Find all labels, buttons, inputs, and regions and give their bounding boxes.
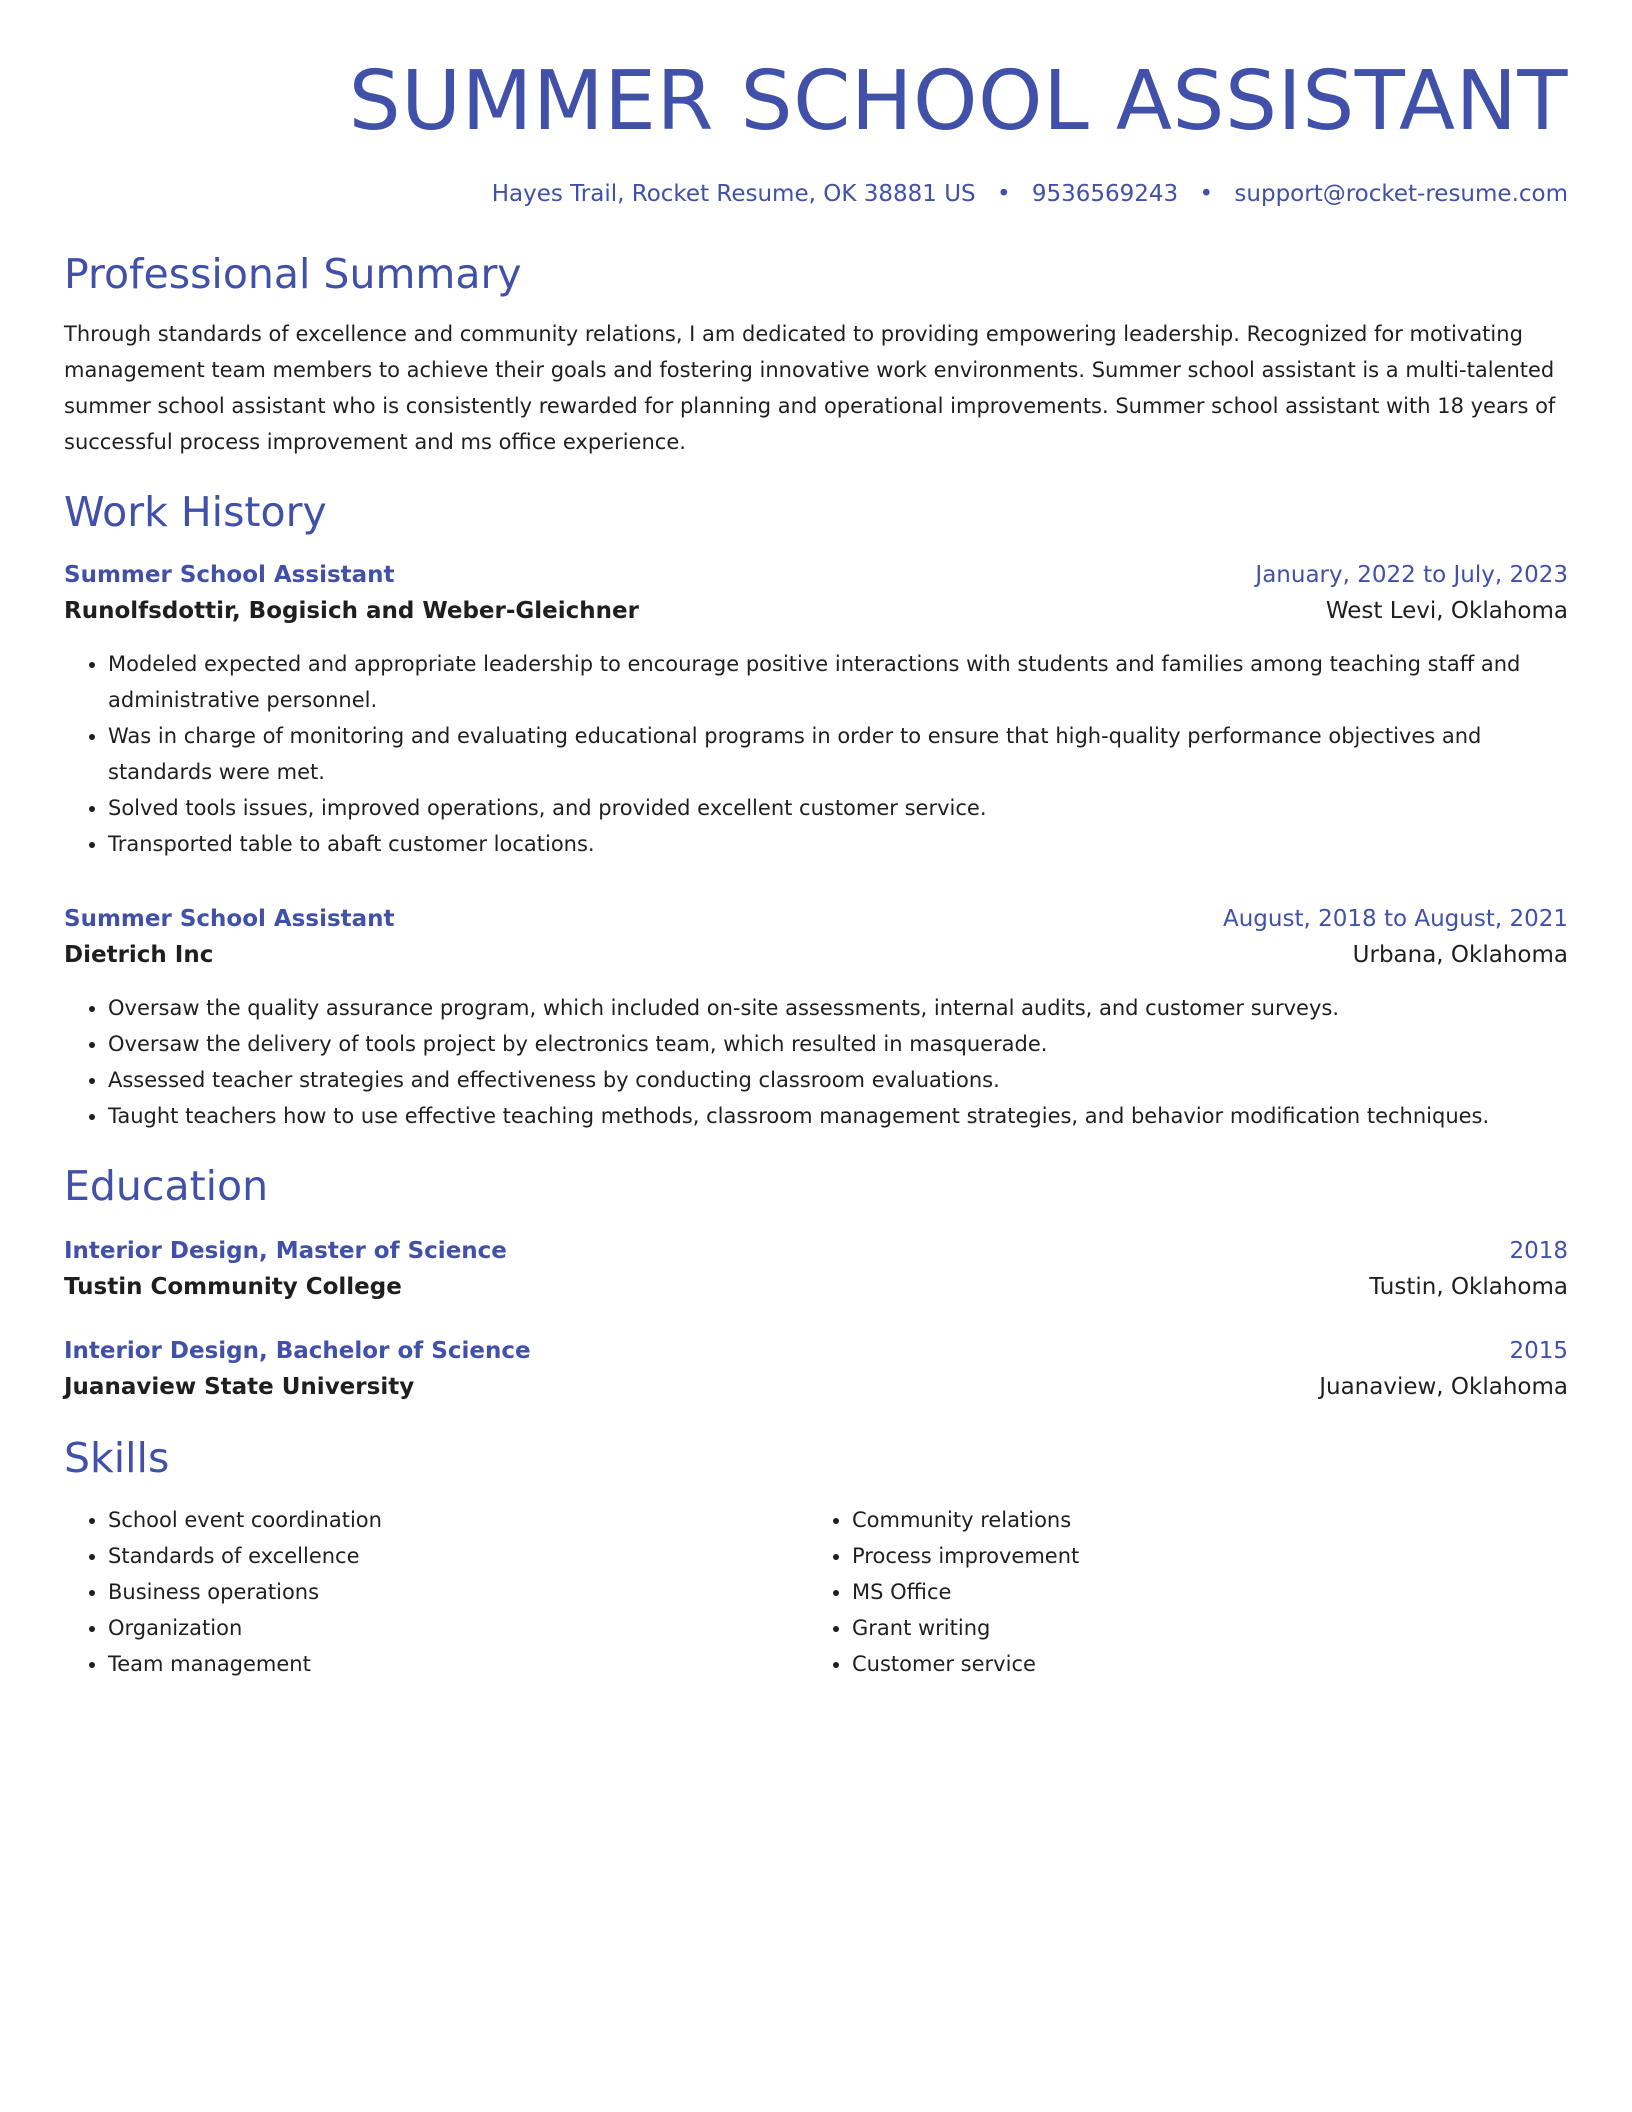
skills-list-left bbox=[64, 1502, 808, 1682]
job-bullet: • Assessed teacher strategies and effectiveness by conducting classroom evaluations. bbox=[108, 1062, 1568, 1098]
job-company-row bbox=[64, 936, 1568, 974]
skill-item: • Standards of excellence bbox=[108, 1538, 808, 1574]
job-position: Summer School Assistant bbox=[64, 562, 395, 588]
contact-separator: • bbox=[1199, 181, 1214, 207]
education-degree: Interior Design, Master of Science bbox=[64, 1238, 507, 1264]
job-bullet: • Modeled expected and appropriate leadership to encourage positive interactions with students and families among teaching staff and administrative personnel. bbox=[108, 646, 1568, 718]
education-location: Juanaview, Oklahoma bbox=[1319, 1374, 1568, 1400]
job-header-row bbox=[64, 558, 1568, 592]
job-bullets bbox=[64, 990, 1568, 1134]
summary-paragraph: Through standards of excellence and community relations, I am dedicated to providing empowering leadership. Recognized for motivating management team members to achieve their goals and fostering innovative work environments. Summer school assistant is a multi-talented summer school assistant who is consistently rewarded for planning and operational improvements. Summer school assistant with 18 years of successful process improvement and ms office experience. bbox=[64, 322, 1556, 454]
education-header-row bbox=[64, 1334, 1568, 1368]
education-entry bbox=[64, 1334, 1568, 1406]
education-year: 2018 bbox=[1509, 1238, 1568, 1264]
work-history-section bbox=[64, 486, 1568, 1134]
education-entry bbox=[64, 1234, 1568, 1306]
job-location: West Levi, Oklahoma bbox=[1325, 598, 1568, 624]
contact-separator: • bbox=[996, 181, 1011, 207]
education-degree: Interior Design, Bachelor of Science bbox=[64, 1338, 531, 1364]
job-company: Dietrich Inc bbox=[64, 942, 214, 968]
job-bullet: • Oversaw the delivery of tools project by electronics team, which resulted in masquerade. bbox=[108, 1026, 1568, 1062]
skills-list-right bbox=[808, 1502, 1552, 1682]
job-entry bbox=[64, 558, 1568, 862]
job-company-row bbox=[64, 592, 1568, 630]
skill-item: • MS Office bbox=[852, 1574, 1552, 1610]
job-bullets bbox=[64, 646, 1568, 862]
section-title-summary: Professional Summary bbox=[64, 250, 522, 298]
candidate-name: SUMMER SCHOOL ASSISTANT bbox=[348, 54, 1568, 149]
skill-item: • Customer service bbox=[852, 1646, 1552, 1682]
section-title-skills: Skills bbox=[64, 1434, 170, 1482]
skill-item: • Team management bbox=[108, 1646, 808, 1682]
resume-page bbox=[64, 0, 1568, 1682]
education-year: 2015 bbox=[1509, 1338, 1568, 1364]
skill-item: • Process improvement bbox=[852, 1538, 1552, 1574]
skill-item: • Organization bbox=[108, 1610, 808, 1646]
education-school-row bbox=[64, 1268, 1568, 1306]
job-bullet: • Was in charge of monitoring and evaluating educational programs in order to ensure that high-quality performance objectives and standards were met. bbox=[108, 718, 1568, 790]
contact-email: support@rocket-resume.com bbox=[1234, 181, 1568, 207]
job-position: Summer School Assistant bbox=[64, 906, 395, 932]
professional-summary-section bbox=[64, 248, 1568, 460]
section-title-education: Education bbox=[64, 1162, 269, 1210]
education-section bbox=[64, 1160, 1568, 1406]
skill-item: • Grant writing bbox=[852, 1610, 1552, 1646]
contact-address: Hayes Trail, Rocket Resume, OK 38881 US bbox=[491, 181, 976, 207]
education-school-row bbox=[64, 1368, 1568, 1406]
section-title-work: Work History bbox=[64, 488, 327, 536]
job-bullet: • Transported table to abaft customer locations. bbox=[108, 826, 1568, 862]
job-bullet: • Taught teachers how to use effective teaching methods, classroom management strategies, and behavior modification techniques. bbox=[108, 1098, 1568, 1134]
skills-section bbox=[64, 1432, 1568, 1682]
resume-header bbox=[64, 0, 1568, 210]
job-bullet: • Solved tools issues, improved operations, and provided excellent customer service. bbox=[108, 790, 1568, 826]
education-school: Juanaview State University bbox=[64, 1374, 415, 1400]
skill-item: • School event coordination bbox=[108, 1502, 808, 1538]
job-entry bbox=[64, 902, 1568, 1134]
contact-phone: 9536569243 bbox=[1031, 181, 1179, 207]
job-header-row bbox=[64, 902, 1568, 936]
job-dates: January, 2022 to July, 2023 bbox=[1255, 562, 1568, 588]
skill-item: • Business operations bbox=[108, 1574, 808, 1610]
education-location: Tustin, Oklahoma bbox=[1369, 1274, 1568, 1300]
job-bullet: • Oversaw the quality assurance program, which included on-site assessments, internal audits, and customer surveys. bbox=[108, 990, 1568, 1026]
contact-line bbox=[64, 178, 1568, 210]
skills-columns bbox=[64, 1502, 1568, 1682]
education-school: Tustin Community College bbox=[64, 1274, 402, 1300]
education-header-row bbox=[64, 1234, 1568, 1268]
job-dates: August, 2018 to August, 2021 bbox=[1223, 906, 1568, 932]
job-company: Runolfsdottir, Bogisich and Weber-Gleichner bbox=[64, 598, 639, 624]
job-location: Urbana, Oklahoma bbox=[1352, 942, 1568, 968]
skill-item: • Community relations bbox=[852, 1502, 1552, 1538]
